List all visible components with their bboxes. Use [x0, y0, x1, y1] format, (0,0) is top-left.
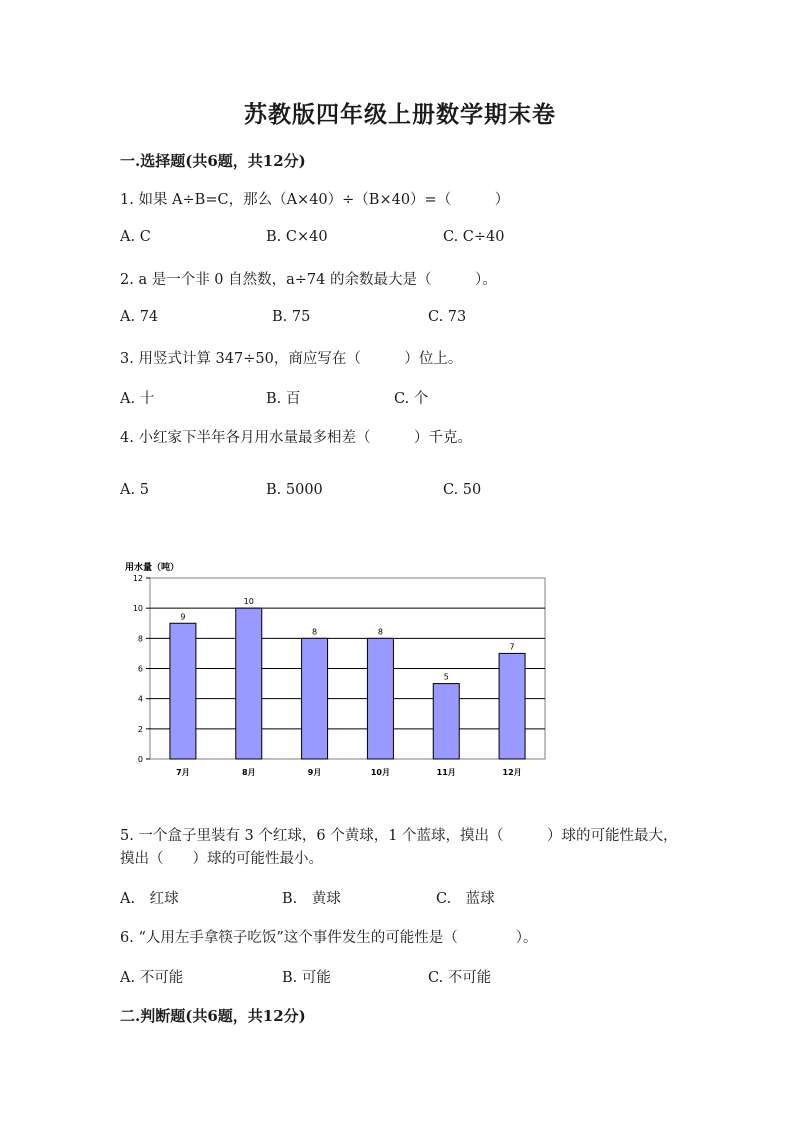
- question-3-text: 3. 用竖式计算 347÷50，商应写在（ ）位上。: [120, 351, 463, 367]
- bar-6: [499, 653, 525, 759]
- section-heading-choice: 一.选择题(共6题，共12分): [120, 152, 306, 170]
- water-usage-bar-chart: [115, 555, 555, 785]
- question-6-option-b[interactable]: B. 可能: [282, 970, 331, 986]
- bar-data-label: 8: [312, 627, 318, 637]
- x-axis-category-label: 7月: [176, 768, 190, 777]
- x-axis-category-label: 9月: [307, 768, 322, 777]
- question-1-option-b[interactable]: B. C×40: [266, 229, 328, 245]
- question-6-option-c[interactable]: C. 不可能: [428, 970, 492, 986]
- question-3-option-c[interactable]: C. 个: [394, 391, 429, 407]
- question-6-option-a[interactable]: A. 不可能: [120, 970, 184, 986]
- x-axis-category-label: 11月: [436, 768, 456, 777]
- question-6-text: 6. “人用左手拿筷子吃饭”这个事件发生的可能性是（ ）。: [120, 930, 538, 946]
- bar-data-label: 5: [443, 672, 449, 682]
- bar-1: [170, 623, 196, 759]
- question-3-option-b[interactable]: B. 百: [266, 391, 301, 407]
- chart-y-axis-label: 用水量（吨）: [125, 563, 180, 573]
- question-2-option-a[interactable]: A. 74: [120, 309, 159, 325]
- question-2-text: 2. a 是一个非 0 自然数，a÷74 的余数最大是（ ）。: [120, 272, 497, 288]
- bar-5: [433, 684, 459, 759]
- question-4-option-c[interactable]: C. 50: [443, 482, 482, 498]
- question-5-option-a[interactable]: A. 红球: [120, 891, 179, 907]
- question-1-option-a[interactable]: A. C: [120, 229, 151, 245]
- chart-gridlines: [146, 578, 545, 759]
- y-axis-tick-label: 10: [132, 604, 143, 614]
- y-axis-tick-label: 12: [132, 574, 143, 583]
- question-2-option-c[interactable]: C. 73: [428, 309, 467, 325]
- bar-data-label: 10: [243, 597, 254, 607]
- question-4-text: 4. 小红家下半年各月用水量最多相差（ ）千克。: [120, 430, 472, 446]
- question-4-option-a[interactable]: A. 5: [120, 482, 149, 498]
- y-axis-tick-label: 4: [137, 694, 143, 704]
- question-5-text: 5. 一个盒子里装有 3 个红球，6 个黄球，1 个蓝球，摸出（ ）球的可能性最大，摸出（ ）球的可能性最小。: [120, 828, 678, 867]
- question-4-option-b[interactable]: B. 5000: [266, 482, 323, 498]
- bar-3: [302, 638, 328, 759]
- question-1-text: 1. 如果 A÷B=C，那么（A×40）÷（B×40）=（ ）: [120, 192, 510, 208]
- chart-bars: [170, 608, 525, 759]
- question-1-option-c[interactable]: C. C÷40: [443, 229, 505, 245]
- x-axis-category-label: 10月: [370, 768, 390, 777]
- bar-data-label: 8: [377, 627, 383, 637]
- bar-4: [367, 638, 393, 759]
- question-5-option-b[interactable]: B. 黄球: [282, 891, 341, 907]
- section-heading-judgment: 二.判断题(共6题，共12分): [120, 1007, 306, 1025]
- y-axis-tick-label: 2: [137, 724, 143, 734]
- question-2-option-b[interactable]: B. 75: [272, 309, 311, 325]
- y-axis-tick-label: 0: [137, 755, 143, 764]
- question-5-option-c[interactable]: C. 蓝球: [436, 891, 495, 907]
- y-axis-tick-label: 6: [137, 664, 143, 674]
- x-axis-category-label: 12月: [502, 768, 522, 777]
- bar-2: [236, 608, 262, 759]
- bar-data-label: 9: [180, 612, 186, 622]
- y-axis-tick-label: 8: [137, 634, 143, 644]
- question-3-option-a[interactable]: A. 十: [120, 391, 155, 407]
- x-axis-category-label: 8月: [241, 768, 256, 777]
- bar-data-label: 7: [509, 642, 515, 652]
- page-title: 苏教版四年级上册数学期末卷: [244, 101, 556, 128]
